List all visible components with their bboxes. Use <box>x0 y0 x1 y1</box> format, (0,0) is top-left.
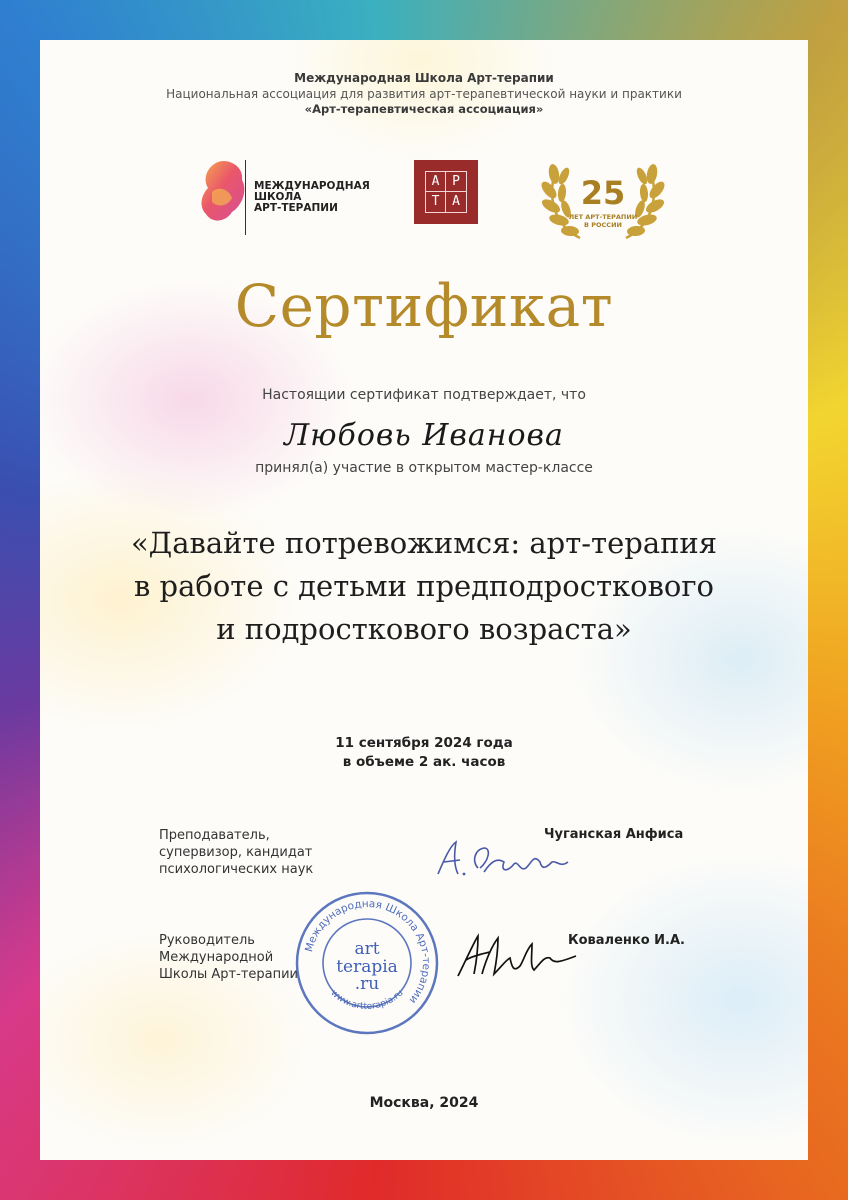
org-line-3: «Арт-терапевтическая ассоциация» <box>304 102 544 116</box>
school-stamp <box>292 888 442 1038</box>
event-date-text: 11 сентября 2024 года <box>335 735 513 751</box>
anniversary-text-1: ЛЕТ АРТ-ТЕРАПИИ <box>568 213 638 221</box>
certificate-sheet <box>40 40 808 1160</box>
event-date <box>40 734 808 772</box>
anniversary-text-2: В РОССИИ <box>584 221 622 229</box>
watercolor-splash-icon <box>198 152 248 236</box>
certificate-title: Сертификат <box>234 272 614 340</box>
svg-text:www.artterapia.ru: www.artterapia.ru <box>328 988 406 1013</box>
anniversary-number: 25 <box>580 174 626 212</box>
participation-text: принял(а) участие в открытом мастер-классе <box>255 460 593 476</box>
signatory-2-role: Руководитель Международной Школы Арт-терапии <box>159 933 299 982</box>
association-logo-grid: А Р Т А <box>425 171 467 213</box>
school-logo <box>198 152 388 236</box>
signatory-2-name: Коваленко И.А. <box>568 933 685 948</box>
course-title-line: в работе с детьми предподросткового <box>133 569 715 603</box>
event-volume-text: в объеме 2 ак. часов <box>342 754 506 770</box>
signature-2-graphic <box>452 930 580 982</box>
logo-divider <box>245 160 246 235</box>
svg-text:.ru: .ru <box>354 974 380 994</box>
recipient-name: Любовь Иванова <box>284 418 564 453</box>
org-line-1: Международная Школа Арт-терапии <box>294 71 554 85</box>
confirmation-text: Настоящии сертификат подтверждает, что <box>262 387 586 403</box>
signatory-1-role: Преподаватель, супервизор, кандидат психологических наук <box>159 828 314 877</box>
signature-2 <box>452 930 580 982</box>
svg-text:Международная Школа Арт-терапи: Международная Школа Арт-терапии <box>303 897 433 1006</box>
stamp-seal-icon <box>292 888 442 1038</box>
anniversary-logo <box>540 146 666 246</box>
svg-text:art: art <box>354 939 380 959</box>
school-logo-text: МЕЖДУНАРОДНАЯ ШКОЛА АРТ-ТЕРАПИИ <box>254 180 370 214</box>
org-line-2: Национальная ассоциация для развития арт-терапевтической науки и практики <box>166 87 682 101</box>
course-title-line: и подросткового возраста» <box>216 612 632 646</box>
laurel-wreath-icon <box>540 146 666 246</box>
association-logo <box>414 160 478 224</box>
city-year: Москва, 2024 <box>369 1095 479 1111</box>
course-title <box>40 522 808 651</box>
svg-text:terapia: terapia <box>336 957 398 977</box>
signature-1-graphic <box>428 832 578 892</box>
course-title-line: «Давайте потревожимся: арт-терапия <box>130 526 718 560</box>
signatory-1-name: Чуганская Анфиса <box>544 827 684 842</box>
signature-1 <box>428 832 578 892</box>
